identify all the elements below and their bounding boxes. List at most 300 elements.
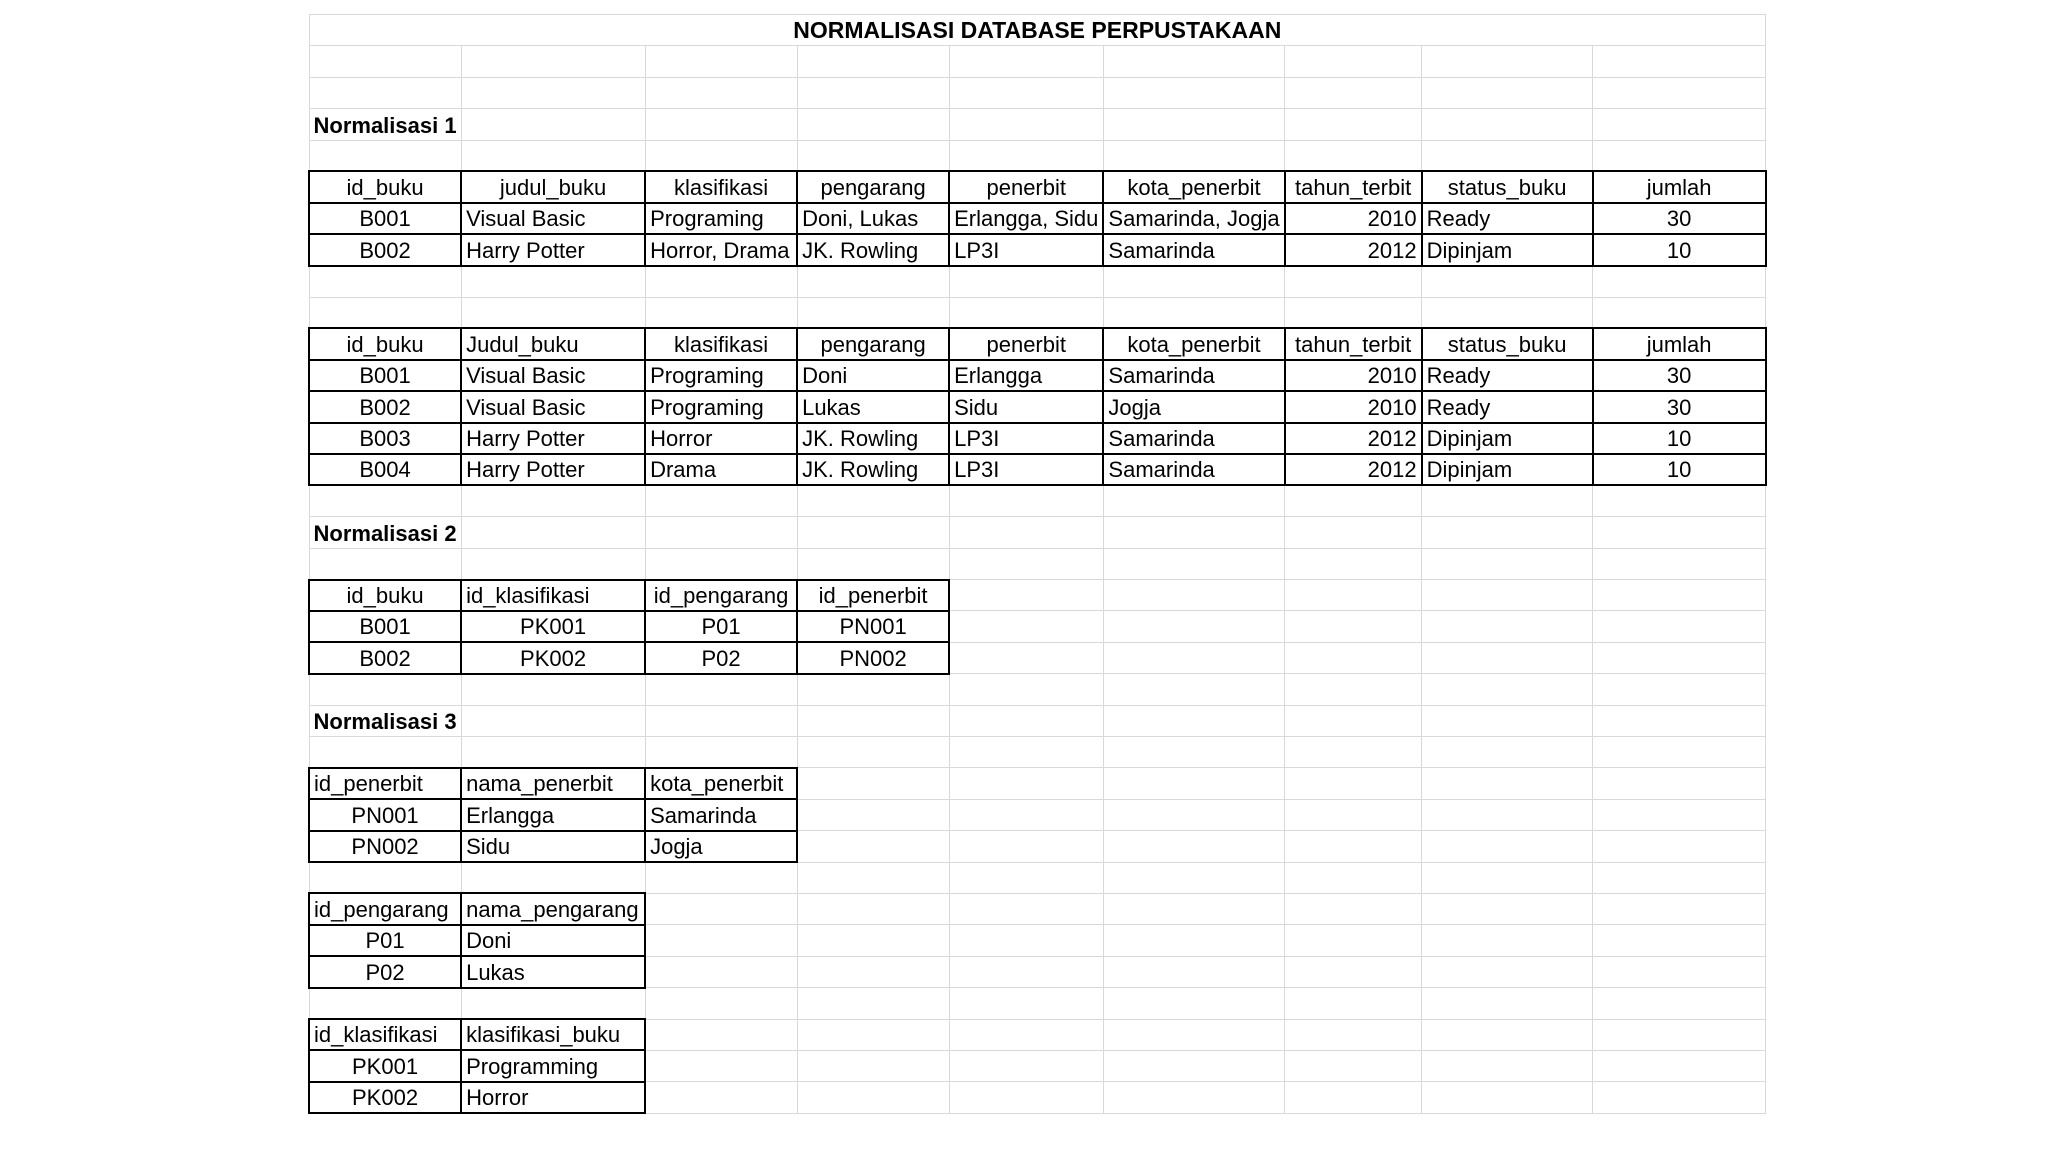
- table-cell[interactable]: Samarinda: [1103, 454, 1284, 485]
- sheet-cell: [1422, 485, 1593, 516]
- sheet-cell: [797, 140, 949, 171]
- table-cell[interactable]: B002: [309, 642, 461, 673]
- sheet-cell: [461, 77, 645, 108]
- table-cell[interactable]: Erlangga: [461, 799, 645, 830]
- table-cell[interactable]: Programming: [461, 1050, 645, 1081]
- sheet-cell: [797, 1019, 949, 1050]
- table-cell[interactable]: Doni, Lukas: [797, 203, 949, 234]
- column-header[interactable]: id_buku: [309, 171, 461, 202]
- sheet-cell: [1285, 297, 1422, 328]
- section-label-row: [309, 705, 1766, 736]
- sheet-cell: [1285, 1082, 1422, 1113]
- column-header[interactable]: id_pengarang: [645, 580, 797, 611]
- table-cell[interactable]: Visual Basic: [461, 203, 645, 234]
- sheet-cell: [309, 140, 461, 171]
- sheet-row: [309, 46, 1766, 77]
- column-header[interactable]: pengarang: [797, 171, 949, 202]
- sheet-cell: [309, 988, 461, 1019]
- sheet-cell: [309, 297, 461, 328]
- sheet-cell: [797, 705, 949, 736]
- sheet-row: [309, 77, 1766, 108]
- sheet-cell: [1593, 517, 1766, 548]
- spreadsheet-grid: [308, 14, 1767, 1114]
- sheet-cell: [1285, 988, 1422, 1019]
- sheet-cell: [1103, 109, 1284, 140]
- sheet-cell: [645, 297, 797, 328]
- sheet-cell: [949, 109, 1103, 140]
- sheet-cell: [1593, 768, 1766, 799]
- sheet-cell: [461, 266, 645, 297]
- sheet-cell: [645, 705, 797, 736]
- table-cell[interactable]: Ready: [1422, 391, 1593, 422]
- sheet-cell: [949, 988, 1103, 1019]
- table-cell[interactable]: PN001: [797, 611, 949, 642]
- section-label: Normalisasi 1: [309, 109, 461, 140]
- column-header[interactable]: klasifikasi_buku: [461, 1019, 645, 1050]
- table-cell[interactable]: Harry Potter: [461, 454, 645, 485]
- title-row: [309, 15, 1766, 46]
- column-header[interactable]: id_klasifikasi: [461, 580, 645, 611]
- column-header[interactable]: status_buku: [1422, 171, 1593, 202]
- sheet-cell: [949, 1082, 1103, 1113]
- sheet-cell: [1422, 1019, 1593, 1050]
- column-header[interactable]: id_buku: [309, 328, 461, 359]
- sheet-cell: [1103, 297, 1284, 328]
- sheet-cell: [1422, 799, 1593, 830]
- sheet-cell: [1103, 517, 1284, 548]
- sheet-cell: [1103, 925, 1284, 956]
- sheet-cell: [1422, 893, 1593, 924]
- sheet-cell: [949, 485, 1103, 516]
- sheet-cell: [1422, 1082, 1593, 1113]
- table-cell[interactable]: Horror: [645, 423, 797, 454]
- sheet-cell: [1103, 1050, 1284, 1081]
- sheet-cell: [645, 862, 797, 893]
- sheet-cell: [645, 988, 797, 1019]
- table-cell[interactable]: Samarinda, Jogja: [1103, 203, 1284, 234]
- table-row: [309, 925, 1766, 956]
- sheet-cell: [797, 297, 949, 328]
- sheet-cell: [1593, 642, 1766, 673]
- sheet-cell: [1593, 1019, 1766, 1050]
- table-cell[interactable]: PN002: [797, 642, 949, 673]
- sheet-cell: [1285, 893, 1422, 924]
- column-header[interactable]: nama_pengarang: [461, 893, 645, 924]
- sheet-cell: [949, 642, 1103, 673]
- table-cell[interactable]: 2012: [1285, 454, 1422, 485]
- table-cell[interactable]: Harry Potter: [461, 423, 645, 454]
- sheet-cell: [1422, 736, 1593, 767]
- sheet-cell: [1593, 831, 1766, 862]
- sheet-cell: [1285, 925, 1422, 956]
- sheet-cell: [797, 893, 949, 924]
- table-cell[interactable]: Programing: [645, 360, 797, 391]
- sheet-row: [309, 674, 1766, 705]
- table-cell[interactable]: Doni: [461, 925, 645, 956]
- table-cell[interactable]: 2012: [1285, 234, 1422, 265]
- sheet-cell: [1422, 862, 1593, 893]
- sheet-row: [309, 736, 1766, 767]
- table-header-row: [309, 580, 1766, 611]
- table-row: [309, 956, 1766, 987]
- sheet-cell: [1593, 674, 1766, 705]
- sheet-cell: [1422, 580, 1593, 611]
- table-cell[interactable]: 10: [1593, 234, 1766, 265]
- table-cell[interactable]: B001: [309, 360, 461, 391]
- table-cell[interactable]: PK002: [461, 642, 645, 673]
- table-cell[interactable]: Samarinda: [1103, 360, 1284, 391]
- sheet-cell: [1285, 831, 1422, 862]
- sheet-cell: [645, 46, 797, 77]
- column-header[interactable]: tahun_terbit: [1285, 328, 1422, 359]
- sheet-cell: [1593, 580, 1766, 611]
- table-cell[interactable]: 2010: [1285, 391, 1422, 422]
- sheet-cell: [949, 705, 1103, 736]
- sheet-cell: [1285, 140, 1422, 171]
- table-header-row: [309, 171, 1766, 202]
- column-header[interactable]: pengarang: [797, 328, 949, 359]
- sheet-cell: [949, 140, 1103, 171]
- table-cell[interactable]: Erlangga, Sidu: [949, 203, 1103, 234]
- sheet-cell: [797, 77, 949, 108]
- sheet-cell: [1103, 642, 1284, 673]
- column-header[interactable]: status_buku: [1422, 328, 1593, 359]
- column-header[interactable]: penerbit: [949, 171, 1103, 202]
- sheet-cell: [461, 46, 645, 77]
- table-cell[interactable]: P01: [645, 611, 797, 642]
- table-cell[interactable]: Doni: [797, 360, 949, 391]
- sheet-cell: [949, 893, 1103, 924]
- sheet-cell: [1285, 266, 1422, 297]
- sheet-cell: [797, 517, 949, 548]
- column-header[interactable]: judul_buku: [461, 171, 645, 202]
- table-cell[interactable]: 10: [1593, 454, 1766, 485]
- sheet-cell: [1285, 736, 1422, 767]
- sheet-cell: [949, 674, 1103, 705]
- table-cell[interactable]: LP3I: [949, 234, 1103, 265]
- table-cell[interactable]: Horror: [461, 1082, 645, 1113]
- table-row: [309, 360, 1766, 391]
- table-cell[interactable]: Drama: [645, 454, 797, 485]
- sheet-cell: [949, 831, 1103, 862]
- sheet-cell: [645, 140, 797, 171]
- sheet-cell: [1285, 642, 1422, 673]
- sheet-cell: [1285, 77, 1422, 108]
- table-cell[interactable]: Dipinjam: [1422, 234, 1593, 265]
- sheet-cell: [949, 925, 1103, 956]
- column-header[interactable]: klasifikasi: [645, 171, 797, 202]
- table-cell[interactable]: Dipinjam: [1422, 454, 1593, 485]
- table-cell[interactable]: B002: [309, 234, 461, 265]
- table-cell[interactable]: LP3I: [949, 423, 1103, 454]
- table-cell[interactable]: Dipinjam: [1422, 423, 1593, 454]
- column-header[interactable]: penerbit: [949, 328, 1103, 359]
- sheet-cell: [949, 580, 1103, 611]
- sheet-cell: [645, 266, 797, 297]
- table-cell[interactable]: 2010: [1285, 203, 1422, 234]
- sheet-cell: [1593, 297, 1766, 328]
- sheet-cell: [1422, 768, 1593, 799]
- sheet-cell: [797, 46, 949, 77]
- sheet-row: [309, 266, 1766, 297]
- table-cell[interactable]: JK. Rowling: [797, 454, 949, 485]
- sheet-cell: [949, 768, 1103, 799]
- sheet-cell: [949, 862, 1103, 893]
- sheet-cell: [645, 109, 797, 140]
- table-cell[interactable]: Sidu: [949, 391, 1103, 422]
- sheet-cell: [309, 736, 461, 767]
- table-cell[interactable]: Sidu: [461, 831, 645, 862]
- sheet-cell: [1285, 768, 1422, 799]
- sheet-cell: [461, 109, 645, 140]
- table-cell[interactable]: 30: [1593, 391, 1766, 422]
- section-label-row: [309, 109, 1766, 140]
- sheet-cell: [645, 517, 797, 548]
- sheet-cell: [1593, 1050, 1766, 1081]
- table-cell[interactable]: PK001: [461, 611, 645, 642]
- table-cell[interactable]: 30: [1593, 203, 1766, 234]
- sheet-cell: [797, 674, 949, 705]
- section-label: Normalisasi 2: [309, 517, 461, 548]
- table-cell[interactable]: PN002: [309, 831, 461, 862]
- sheet-cell: [1593, 46, 1766, 77]
- sheet-cell: [645, 674, 797, 705]
- sheet-row: [309, 140, 1766, 171]
- table-cell[interactable]: Samarinda: [645, 799, 797, 830]
- sheet-cell: [949, 736, 1103, 767]
- table-cell[interactable]: Jogja: [645, 831, 797, 862]
- column-header[interactable]: id_buku: [309, 580, 461, 611]
- table-cell[interactable]: Visual Basic: [461, 391, 645, 422]
- table-cell[interactable]: 10: [1593, 423, 1766, 454]
- sheet-cell: [645, 485, 797, 516]
- table-cell[interactable]: Ready: [1422, 360, 1593, 391]
- sheet-cell: [1285, 109, 1422, 140]
- sheet-cell: [1422, 988, 1593, 1019]
- sheet-cell: [797, 485, 949, 516]
- column-header[interactable]: kota_penerbit: [1103, 171, 1284, 202]
- sheet-cell: [1422, 140, 1593, 171]
- column-header[interactable]: jumlah: [1593, 171, 1766, 202]
- sheet-cell: [1422, 831, 1593, 862]
- table-row: [309, 642, 1766, 673]
- sheet-cell: [1593, 893, 1766, 924]
- sheet-cell: [1285, 862, 1422, 893]
- sheet-cell: [1422, 611, 1593, 642]
- sheet-cell: [949, 77, 1103, 108]
- table-cell[interactable]: P02: [309, 956, 461, 987]
- sheet-cell: [309, 77, 461, 108]
- table-cell[interactable]: 2010: [1285, 360, 1422, 391]
- table-header-row: [309, 893, 1766, 924]
- sheet-cell: [645, 956, 797, 987]
- column-header[interactable]: id_pengarang: [309, 893, 461, 924]
- sheet-cell: [1103, 988, 1284, 1019]
- column-header[interactable]: Judul_buku: [461, 328, 645, 359]
- table-row: [309, 203, 1766, 234]
- sheet-cell: [797, 1050, 949, 1081]
- sheet-cell: [1103, 893, 1284, 924]
- table-cell[interactable]: PK002: [309, 1082, 461, 1113]
- sheet-cell: [1103, 548, 1284, 579]
- table-cell[interactable]: Visual Basic: [461, 360, 645, 391]
- table-cell[interactable]: Samarinda: [1103, 423, 1284, 454]
- sheet-cell: [461, 517, 645, 548]
- table-cell[interactable]: JK. Rowling: [797, 234, 949, 265]
- sheet-cell: [461, 862, 645, 893]
- sheet-cell: [1593, 1082, 1766, 1113]
- section-label: Normalisasi 3: [309, 705, 461, 736]
- sheet-cell: [645, 77, 797, 108]
- column-header[interactable]: kota_penerbit: [1103, 328, 1284, 359]
- sheet-cell: [1593, 140, 1766, 171]
- table-cell[interactable]: Ready: [1422, 203, 1593, 234]
- sheet-cell: [1103, 140, 1284, 171]
- table-cell[interactable]: 2012: [1285, 423, 1422, 454]
- table-cell[interactable]: Programing: [645, 203, 797, 234]
- sheet-cell: [797, 988, 949, 1019]
- column-header[interactable]: id_penerbit: [309, 768, 461, 799]
- table-header-row: [309, 768, 1766, 799]
- sheet-cell: [1103, 862, 1284, 893]
- sheet-cell: [645, 925, 797, 956]
- table-cell[interactable]: P02: [645, 642, 797, 673]
- sheet-cell: [797, 1082, 949, 1113]
- table-cell[interactable]: 30: [1593, 360, 1766, 391]
- table-cell[interactable]: LP3I: [949, 454, 1103, 485]
- sheet-cell: [1285, 799, 1422, 830]
- sheet-cell: [309, 862, 461, 893]
- column-header[interactable]: kota_penerbit: [645, 768, 797, 799]
- sheet-cell: [461, 988, 645, 1019]
- sheet-cell: [1285, 956, 1422, 987]
- sheet-cell: [1593, 799, 1766, 830]
- sheet-cell: [797, 768, 949, 799]
- sheet-cell: [1422, 109, 1593, 140]
- sheet-cell: [797, 831, 949, 862]
- sheet-cell: [1103, 705, 1284, 736]
- sheet-cell: [797, 862, 949, 893]
- sheet-cell: [1285, 46, 1422, 77]
- column-header[interactable]: id_klasifikasi: [309, 1019, 461, 1050]
- sheet-cell: [1593, 988, 1766, 1019]
- column-header[interactable]: jumlah: [1593, 328, 1766, 359]
- table-header-row: [309, 1019, 1766, 1050]
- sheet-cell: [1103, 956, 1284, 987]
- sheet-cell: [797, 109, 949, 140]
- table-row: [309, 423, 1766, 454]
- sheet-cell: [797, 736, 949, 767]
- table-cell[interactable]: B004: [309, 454, 461, 485]
- table-cell[interactable]: Lukas: [461, 956, 645, 987]
- table-row: [309, 391, 1766, 422]
- table-row: [309, 1050, 1766, 1081]
- sheet-cell: [797, 799, 949, 830]
- sheet-cell: [949, 1050, 1103, 1081]
- table-cell[interactable]: Samarinda: [1103, 234, 1284, 265]
- sheet-cell: [1103, 46, 1284, 77]
- column-header[interactable]: tahun_terbit: [1285, 171, 1422, 202]
- sheet-cell: [1422, 642, 1593, 673]
- sheet-cell: [1103, 799, 1284, 830]
- table-cell[interactable]: Lukas: [797, 391, 949, 422]
- sheet-cell: [309, 674, 461, 705]
- table-cell[interactable]: PK001: [309, 1050, 461, 1081]
- sheet-cell: [1285, 674, 1422, 705]
- table-cell[interactable]: B002: [309, 391, 461, 422]
- sheet-cell: [461, 297, 645, 328]
- sheet-cell: [1593, 862, 1766, 893]
- sheet-cell: [1593, 77, 1766, 108]
- sheet-cell: [1103, 1082, 1284, 1113]
- table-cell[interactable]: Programing: [645, 391, 797, 422]
- table-cell[interactable]: Jogja: [1103, 391, 1284, 422]
- sheet-cell: [949, 1019, 1103, 1050]
- column-header[interactable]: nama_penerbit: [461, 768, 645, 799]
- sheet-cell: [797, 925, 949, 956]
- sheet-cell: [645, 1050, 797, 1081]
- page-title: NORMALISASI DATABASE PERPUSTAKAAN: [309, 15, 1766, 46]
- sheet-cell: [1422, 548, 1593, 579]
- sheet-cell: [1103, 736, 1284, 767]
- sheet-cell: [1422, 517, 1593, 548]
- sheet-cell: [797, 548, 949, 579]
- sheet-cell: [1422, 674, 1593, 705]
- table-cell[interactable]: B003: [309, 423, 461, 454]
- sheet-cell: [1593, 925, 1766, 956]
- sheet-cell: [1285, 548, 1422, 579]
- sheet-cell: [1103, 266, 1284, 297]
- table-cell[interactable]: PN001: [309, 799, 461, 830]
- column-header[interactable]: klasifikasi: [645, 328, 797, 359]
- table-cell[interactable]: P01: [309, 925, 461, 956]
- sheet-cell: [1422, 46, 1593, 77]
- table-header-row: [309, 328, 1766, 359]
- sheet-cell: [1422, 77, 1593, 108]
- table-cell[interactable]: Harry Potter: [461, 234, 645, 265]
- sheet-cell: [1103, 77, 1284, 108]
- sheet-cell: [949, 266, 1103, 297]
- sheet-cell: [1103, 1019, 1284, 1050]
- sheet-cell: [797, 266, 949, 297]
- sheet-cell: [949, 297, 1103, 328]
- table-cell[interactable]: JK. Rowling: [797, 423, 949, 454]
- table-cell[interactable]: B001: [309, 611, 461, 642]
- sheet-cell: [1103, 768, 1284, 799]
- table-row: [309, 234, 1766, 265]
- sheet-cell: [645, 548, 797, 579]
- table-cell[interactable]: Horror, Drama: [645, 234, 797, 265]
- sheet-row: [309, 297, 1766, 328]
- table-cell[interactable]: B001: [309, 203, 461, 234]
- sheet-cell: [1103, 580, 1284, 611]
- sheet-cell: [461, 548, 645, 579]
- sheet-cell: [461, 705, 645, 736]
- table-row: [309, 799, 1766, 830]
- section-label-row: [309, 517, 1766, 548]
- sheet-cell: [309, 485, 461, 516]
- sheet-row: [309, 988, 1766, 1019]
- sheet-cell: [1422, 266, 1593, 297]
- sheet-cell: [309, 266, 461, 297]
- sheet-cell: [309, 548, 461, 579]
- sheet-cell: [949, 799, 1103, 830]
- column-header[interactable]: id_penerbit: [797, 580, 949, 611]
- table-cell[interactable]: Erlangga: [949, 360, 1103, 391]
- sheet-cell: [645, 1019, 797, 1050]
- sheet-cell: [949, 956, 1103, 987]
- sheet-cell: [1285, 705, 1422, 736]
